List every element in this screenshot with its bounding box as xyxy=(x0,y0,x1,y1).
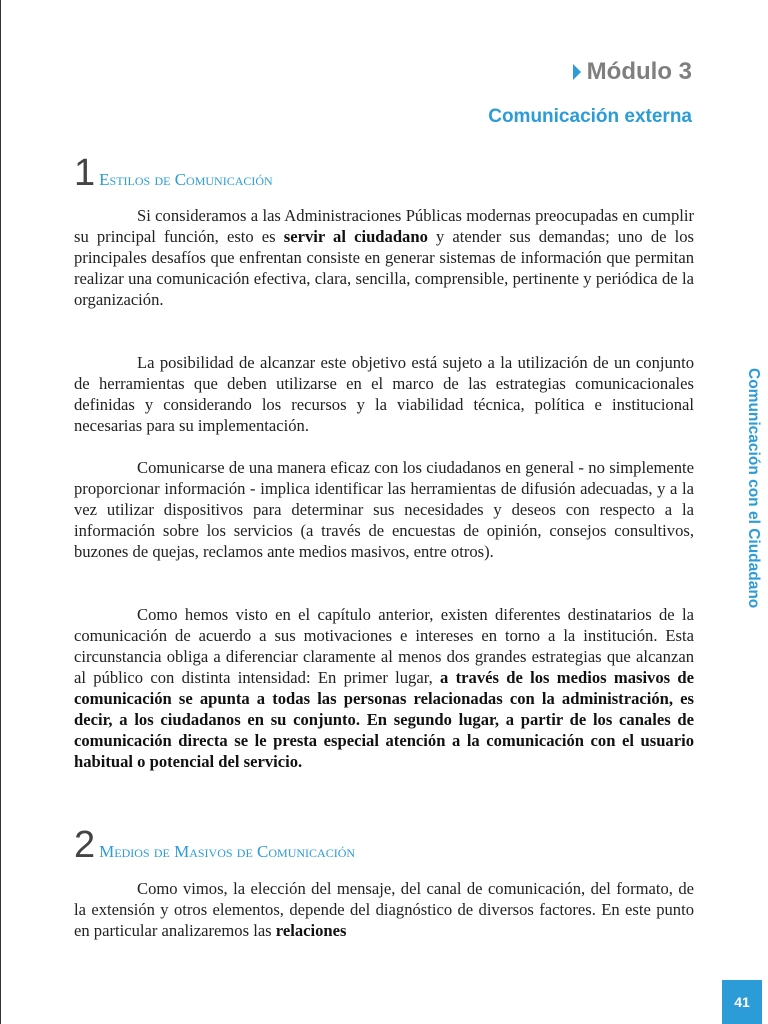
paragraph-text: y atender sus demandas; uno de los principales desafíos que enfrentan consiste en generar sistemas de información que permitan realizar una comunicación efectiva, clara, sencilla, comprensible, pertinente y periódica de la organización. xyxy=(74,227,694,309)
section-title: Estilos de Comunicación xyxy=(99,170,273,189)
paragraph-1 xyxy=(74,205,694,310)
side-running-title: Comunicación con el Ciudadano xyxy=(745,368,762,609)
page-number: 41 xyxy=(722,980,762,1024)
triangle-right-icon xyxy=(573,64,581,80)
paragraph-text: Si consideramos a las Administraciones Públicas modernas preocupadas en cumplir su principal función, esto es xyxy=(74,206,694,246)
module-label: Módulo 3 xyxy=(586,58,692,85)
paragraph-3: Comunicarse de una manera eficaz con los ciudadanos en general - no simplemente proporcionar información - implica identificar las herramientas de difusión adecuadas, y a la vez utilizar dispositivos para determinar sus necesidades y deseos con respecto a la información sobre los servicios (a través de encuestas de opinión, consejos consultivos, buzones de quejas, reclamos ante medios masivos, entre otros). xyxy=(74,458,694,561)
paragraph-5 xyxy=(74,878,694,941)
section-2-heading xyxy=(74,826,355,864)
paragraph-2: La posibilidad de alcanzar este objetivo está sujeto a la utilización de un conjunto de herramientas que deben utilizarse en el marco de las estrategias comunicacionales definidas y considerando los recursos y la viabilidad técnica, política e institucional necesarias para su implementación. xyxy=(74,353,694,435)
module-subtitle: Comunicación externa xyxy=(488,106,692,127)
section-number: 1 xyxy=(74,152,96,194)
paragraph-bold-text: a través de los medios masivos de comunicación se apunta a todas las personas relacionadas con la administración, es decir, a los ciudadanos en su conjunto. En segundo lugar, a partir de los canales de comunicación directa se le presta especial atención a la comunicación con el usuario habitual o potencial del servicio. xyxy=(74,668,695,771)
paragraph-text: Como hemos visto en el capítulo anterior, existen diferentes destinatarios de la comunicación de acuerdo a sus motivaciones e intereses en torno a la institución. Esta circunstancia obliga a diferenciar claramente al menos dos grandes estrategias que alcanzan al público con distinta intensidad: En primer lugar, xyxy=(74,605,694,687)
module-heading xyxy=(573,58,692,86)
paragraph-text: Como vimos, la elección del mensaje, del canal de comunicación, del formato, de la extensión y otros elementos, depende del diagnóstico de diversos factores. En este punto en particular analizaremos las xyxy=(74,879,694,940)
page-border xyxy=(0,0,1,1024)
paragraph-bold-text: relaciones xyxy=(275,921,347,940)
section-1-heading xyxy=(74,154,273,192)
section-title: Medios de Masivos de Comunicación xyxy=(99,842,356,861)
paragraph-4 xyxy=(74,604,694,772)
section-number: 2 xyxy=(74,824,96,866)
paragraph-bold-text: servir al ciudadano xyxy=(283,227,428,246)
